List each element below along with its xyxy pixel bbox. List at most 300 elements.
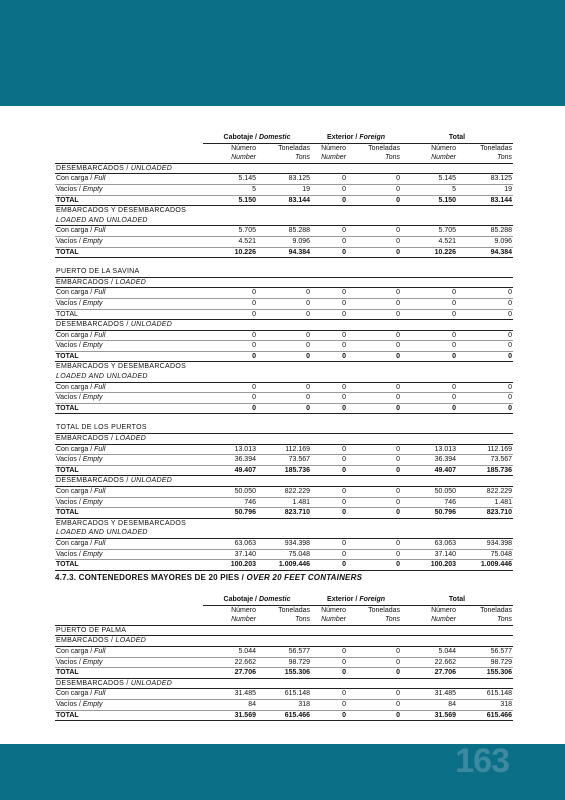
header-group-row (55, 595, 513, 605)
value-cell: 1.481 (257, 497, 311, 508)
section-row-es (55, 518, 513, 528)
value-cell: 0 (347, 236, 401, 247)
section-label-es: DESEMBARCADOS / (56, 164, 131, 172)
value-cell: 0 (311, 497, 347, 508)
value-cell: 5.145 (401, 174, 457, 185)
table-row (55, 382, 513, 393)
value-cell: 0 (311, 330, 347, 341)
value-cell: 1.009.446 (257, 560, 311, 571)
section-heading-en: OVER 20 FEET CONTAINERS (246, 573, 363, 582)
value-cell: 4.521 (203, 236, 257, 247)
value-cell: 5.150 (401, 195, 457, 206)
value-cell: 5.150 (203, 195, 257, 206)
total-row (55, 309, 513, 320)
col-number: Number (401, 615, 457, 625)
value-cell: 56.577 (457, 646, 513, 657)
section-row-en (55, 216, 513, 226)
value-cell: 0 (347, 226, 401, 237)
value-cell: 615.148 (457, 689, 513, 700)
col-number: Number (203, 153, 257, 163)
value-cell: 83.125 (257, 174, 311, 185)
value-cell: 0 (457, 341, 513, 352)
col-tons: Tons (347, 615, 401, 625)
value-cell: 84 (203, 699, 257, 710)
section-label-es: EMBARCADOS / (56, 637, 116, 645)
total-row (55, 351, 513, 362)
value-cell: 0 (311, 444, 347, 455)
value-cell: 9.096 (457, 236, 513, 247)
col-numero: Número (431, 606, 457, 614)
row-label-en: Empty (82, 658, 103, 666)
value-cell: 0 (347, 560, 401, 571)
value-cell: 0 (203, 298, 257, 309)
row-label-es: Con carga / (56, 539, 95, 547)
row-label-en: Empty (82, 456, 103, 464)
value-cell: 0 (347, 538, 401, 549)
row-label-en: Full (94, 289, 106, 297)
value-cell: 0 (311, 195, 347, 206)
table-row (55, 341, 513, 352)
value-cell: 85.288 (257, 226, 311, 237)
section-label-en: UNLOADED (130, 477, 173, 485)
row-label-es: Con carga / (56, 383, 95, 391)
value-cell: 822.229 (257, 487, 311, 498)
value-cell: 0 (401, 288, 457, 299)
total-label: TOTAL (55, 309, 203, 320)
value-cell: 31.485 (401, 689, 457, 700)
row-label-en: Empty (82, 237, 103, 245)
value-cell: 112.169 (257, 444, 311, 455)
value-cell: 73.567 (257, 455, 311, 466)
row-label-en: Full (94, 647, 106, 655)
value-cell: 84 (401, 699, 457, 710)
value-cell: 0 (347, 549, 401, 560)
section-label-es: DESEMBARCADOS / (56, 321, 131, 329)
row-label-es: Con carga / (56, 331, 95, 339)
value-cell: 0 (347, 288, 401, 299)
value-cell: 0 (311, 560, 347, 571)
table-row (55, 699, 513, 710)
value-cell: 50.050 (401, 487, 457, 498)
row-label-en: Full (94, 488, 106, 495)
header-foreign: Foreign (359, 596, 385, 603)
section-label-es: EMBARCADOS / (56, 435, 116, 443)
value-cell: 934.398 (457, 538, 513, 549)
section-label-en: UNLOADED (130, 321, 173, 329)
section-heading-es: 4.7.3. CONTENEDORES MAYORES DE 20 PIES / (55, 573, 247, 582)
value-cell: 94.384 (457, 247, 513, 258)
value-cell: 0 (257, 351, 311, 362)
row-label-en: Full (94, 539, 106, 547)
value-cell: 0 (311, 455, 347, 466)
header-es-row (55, 605, 513, 615)
value-cell: 0 (347, 487, 401, 498)
value-cell: 112.169 (457, 444, 513, 455)
value-cell: 50.050 (203, 487, 257, 498)
value-cell: 746 (203, 497, 257, 508)
total-label: TOTAL (55, 710, 203, 721)
table-row (55, 298, 513, 309)
section-row (55, 277, 513, 288)
header-total: Total (448, 134, 466, 141)
table-row (55, 393, 513, 404)
value-cell: 0 (203, 393, 257, 404)
value-cell: 31.569 (401, 710, 457, 721)
value-cell: 5.044 (401, 646, 457, 657)
value-cell: 9.096 (257, 236, 311, 247)
value-cell: 0 (203, 341, 257, 352)
col-tons: Tons (257, 615, 311, 625)
col-numero: Número (431, 144, 457, 152)
col-toneladas: Toneladas (480, 144, 513, 152)
row-label-en: Full (94, 445, 106, 453)
value-cell: 22.662 (203, 657, 257, 668)
section-label-en: LOADED AND UNLOADED (55, 216, 513, 226)
value-cell: 1.481 (457, 497, 513, 508)
value-cell: 0 (257, 309, 311, 320)
value-cell: 75.048 (257, 549, 311, 560)
value-cell: 0 (311, 309, 347, 320)
value-cell: 0 (401, 351, 457, 362)
value-cell: 0 (311, 247, 347, 258)
value-cell: 75.048 (457, 549, 513, 560)
value-cell: 0 (347, 184, 401, 195)
total-row (55, 710, 513, 721)
total-row (55, 403, 513, 414)
col-numero: Número (321, 144, 347, 152)
value-cell: 56.577 (257, 646, 311, 657)
col-number: Number (401, 153, 457, 163)
row-label-es: Vacíos / (56, 700, 83, 708)
value-cell: 0 (347, 174, 401, 185)
value-cell: 0 (311, 646, 347, 657)
page-number: 163 (455, 742, 509, 780)
value-cell: 0 (311, 341, 347, 352)
value-cell: 0 (311, 382, 347, 393)
value-cell: 0 (401, 393, 457, 404)
value-cell: 0 (311, 549, 347, 560)
value-cell: 615.148 (257, 689, 311, 700)
col-toneladas: Toneladas (368, 144, 401, 152)
table-row (55, 184, 513, 195)
row-label-en: Empty (82, 185, 103, 193)
value-cell: 0 (347, 298, 401, 309)
row-label-en: Full (94, 227, 106, 235)
table-row (55, 689, 513, 700)
table-row (55, 226, 513, 237)
value-cell: 746 (401, 497, 457, 508)
value-cell: 318 (257, 699, 311, 710)
value-cell: 94.384 (257, 247, 311, 258)
port-heading-row (55, 625, 513, 636)
value-cell: 0 (347, 382, 401, 393)
port-heading-row (55, 423, 513, 433)
col-number: Number (203, 615, 257, 625)
value-cell: 0 (347, 646, 401, 657)
section-row-es (55, 206, 513, 216)
row-label-es: Con carga / (56, 647, 95, 655)
header-en-row (55, 153, 513, 163)
value-cell: 0 (401, 298, 457, 309)
col-numero: Número (231, 144, 256, 152)
value-cell: 0 (311, 298, 347, 309)
section-row (55, 476, 513, 487)
total-label: TOTAL (55, 351, 203, 362)
value-cell: 0 (401, 341, 457, 352)
col-toneladas: Toneladas (368, 606, 401, 614)
table-row (55, 549, 513, 560)
value-cell: 0 (457, 288, 513, 299)
spacer-row (55, 414, 513, 424)
value-cell: 0 (311, 236, 347, 247)
row-label-en: Full (94, 175, 106, 183)
row-label-es: Vacíos / (56, 394, 83, 402)
section-row (55, 678, 513, 689)
header-group-row (55, 133, 513, 143)
col-numero: Número (231, 606, 256, 614)
value-cell: 0 (311, 465, 347, 476)
value-cell: 0 (311, 487, 347, 498)
table-row (55, 657, 513, 668)
section-label-es: EMBARCADOS / (56, 278, 116, 286)
row-label-es: Vacíos / (56, 498, 83, 506)
header-domestic: Domestic (258, 134, 291, 141)
value-cell: 0 (257, 403, 311, 414)
total-label: TOTAL (55, 195, 203, 206)
value-cell: 0 (347, 455, 401, 466)
value-cell: 0 (203, 288, 257, 299)
total-label: TOTAL (55, 668, 203, 679)
value-cell: 0 (311, 174, 347, 185)
value-cell: 0 (257, 382, 311, 393)
value-cell: 0 (257, 341, 311, 352)
value-cell: 0 (457, 403, 513, 414)
value-cell: 0 (347, 393, 401, 404)
value-cell: 83.144 (257, 195, 311, 206)
value-cell: 0 (347, 465, 401, 476)
value-cell: 85.288 (457, 226, 513, 237)
value-cell: 63.063 (401, 538, 457, 549)
top-color-band (0, 0, 565, 106)
value-cell: 0 (311, 538, 347, 549)
total-label: TOTAL (55, 560, 203, 571)
section-label-es: DESEMBARCADOS / (56, 477, 131, 485)
row-label-en: Empty (82, 342, 103, 350)
value-cell: 0 (347, 195, 401, 206)
value-cell: 98.729 (257, 657, 311, 668)
table-row (55, 444, 513, 455)
value-cell: 0 (257, 298, 311, 309)
value-cell: 0 (311, 668, 347, 679)
row-label-es: Con carga / (56, 445, 95, 453)
table-row (55, 487, 513, 498)
value-cell: 10.226 (401, 247, 457, 258)
total-row (55, 560, 513, 571)
value-cell: 0 (457, 382, 513, 393)
value-cell: 63.063 (203, 538, 257, 549)
col-toneladas: Toneladas (278, 606, 311, 614)
col-tons: Tons (257, 153, 311, 163)
total-label: TOTAL (55, 465, 203, 476)
value-cell: 27.706 (203, 668, 257, 679)
row-label-es: Vacíos / (56, 237, 83, 245)
value-cell: 0 (311, 393, 347, 404)
value-cell: 0 (311, 351, 347, 362)
value-cell: 13.013 (203, 444, 257, 455)
value-cell: 0 (203, 382, 257, 393)
containers-table-top (55, 133, 513, 571)
total-label: TOTAL (55, 508, 203, 519)
col-tons: Tons (457, 153, 513, 163)
header-es-row (55, 143, 513, 153)
header-exterior: Exterior / (327, 134, 360, 141)
table-row (55, 330, 513, 341)
containers-table-over-20ft (55, 595, 513, 721)
value-cell: 0 (347, 668, 401, 679)
row-label-en: Full (94, 690, 106, 698)
table-row (55, 174, 513, 185)
value-cell: 0 (347, 710, 401, 721)
value-cell: 0 (311, 403, 347, 414)
value-cell: 13.013 (401, 444, 457, 455)
value-cell: 0 (311, 288, 347, 299)
value-cell: 10.226 (203, 247, 257, 258)
value-cell: 0 (347, 497, 401, 508)
value-cell: 0 (203, 403, 257, 414)
col-toneladas: Toneladas (278, 144, 311, 152)
value-cell: 0 (311, 226, 347, 237)
value-cell: 0 (311, 699, 347, 710)
row-label-es: Vacíos / (56, 456, 83, 464)
value-cell: 5.145 (203, 174, 257, 185)
value-cell: 49.407 (203, 465, 257, 476)
section-label-es: DESEMBARCADOS / (56, 679, 131, 687)
value-cell: 0 (457, 309, 513, 320)
total-row (55, 668, 513, 679)
value-cell: 0 (257, 330, 311, 341)
value-cell: 0 (347, 247, 401, 258)
table-row (55, 236, 513, 247)
value-cell: 0 (401, 309, 457, 320)
value-cell: 19 (457, 184, 513, 195)
row-label-en: Empty (82, 700, 103, 708)
row-label-en: Full (94, 331, 106, 339)
spacer-row (55, 258, 513, 268)
value-cell: 0 (347, 689, 401, 700)
row-label-es: Con carga / (56, 175, 95, 183)
header-domestic: Domestic (258, 596, 291, 603)
value-cell: 0 (347, 699, 401, 710)
section-row (55, 636, 513, 647)
value-cell: 50.796 (401, 508, 457, 519)
value-cell: 5.705 (401, 226, 457, 237)
total-row (55, 465, 513, 476)
col-tons: Tons (457, 615, 513, 625)
port-name: PUERTO DE PALMA (55, 625, 513, 636)
value-cell: 27.706 (401, 668, 457, 679)
value-cell: 0 (257, 393, 311, 404)
table-row (55, 646, 513, 657)
total-label: TOTAL (55, 247, 203, 258)
section-label-es: EMBARCADOS Y DESEMBARCADOS (56, 207, 187, 215)
value-cell: 185.736 (257, 465, 311, 476)
value-cell: 83.144 (457, 195, 513, 206)
section-heading (55, 573, 362, 582)
value-cell: 0 (311, 710, 347, 721)
value-cell: 0 (347, 508, 401, 519)
value-cell: 1.009.446 (457, 560, 513, 571)
row-label-es: Vacíos / (56, 658, 83, 666)
value-cell: 73.567 (457, 455, 513, 466)
total-row (55, 508, 513, 519)
value-cell: 822.229 (457, 487, 513, 498)
value-cell: 0 (311, 184, 347, 195)
value-cell: 19 (257, 184, 311, 195)
value-cell: 0 (347, 330, 401, 341)
table-row (55, 288, 513, 299)
row-label-es: Con carga / (56, 227, 95, 235)
value-cell: 823.710 (457, 508, 513, 519)
section-row (55, 163, 513, 174)
value-cell: 0 (347, 403, 401, 414)
header-en-row (55, 615, 513, 625)
row-label-en: Empty (82, 550, 103, 558)
value-cell: 83.125 (457, 174, 513, 185)
header-total: Total (448, 596, 466, 603)
row-label-es: Con carga / (56, 690, 95, 698)
value-cell: 5.705 (203, 226, 257, 237)
row-label-es: Con carga / (56, 289, 95, 297)
section-row (55, 434, 513, 445)
value-cell: 0 (401, 330, 457, 341)
value-cell: 22.662 (401, 657, 457, 668)
section-label-es: EMBARCADOS Y DESEMBARCADOS (56, 363, 187, 371)
row-label-en: Empty (82, 299, 103, 307)
table-row (55, 497, 513, 508)
port-heading-row (55, 267, 513, 277)
value-cell: 185.736 (457, 465, 513, 476)
value-cell: 0 (457, 298, 513, 309)
header-foreign: Foreign (359, 134, 385, 141)
row-label-en: Empty (82, 498, 103, 506)
value-cell: 0 (311, 689, 347, 700)
value-cell: 0 (347, 341, 401, 352)
value-cell: 0 (311, 657, 347, 668)
value-cell: 615.466 (457, 710, 513, 721)
col-number: Number (311, 153, 347, 163)
value-cell: 5.044 (203, 646, 257, 657)
col-number: Number (311, 615, 347, 625)
value-cell: 100.203 (203, 560, 257, 571)
row-label-es: Vacíos / (56, 185, 83, 193)
value-cell: 98.729 (457, 657, 513, 668)
value-cell: 615.466 (257, 710, 311, 721)
value-cell: 37.140 (401, 549, 457, 560)
value-cell: 0 (457, 351, 513, 362)
section-row-es (55, 362, 513, 372)
value-cell: 0 (457, 393, 513, 404)
value-cell: 0 (401, 382, 457, 393)
value-cell: 0 (347, 351, 401, 362)
value-cell: 31.485 (203, 689, 257, 700)
value-cell: 318 (457, 699, 513, 710)
value-cell: 0 (203, 351, 257, 362)
table-row (55, 455, 513, 466)
col-numero: Número (321, 606, 347, 614)
value-cell: 4.521 (401, 236, 457, 247)
section-label-en: LOADED (115, 278, 147, 286)
section-label-en: LOADED AND UNLOADED (55, 528, 513, 538)
